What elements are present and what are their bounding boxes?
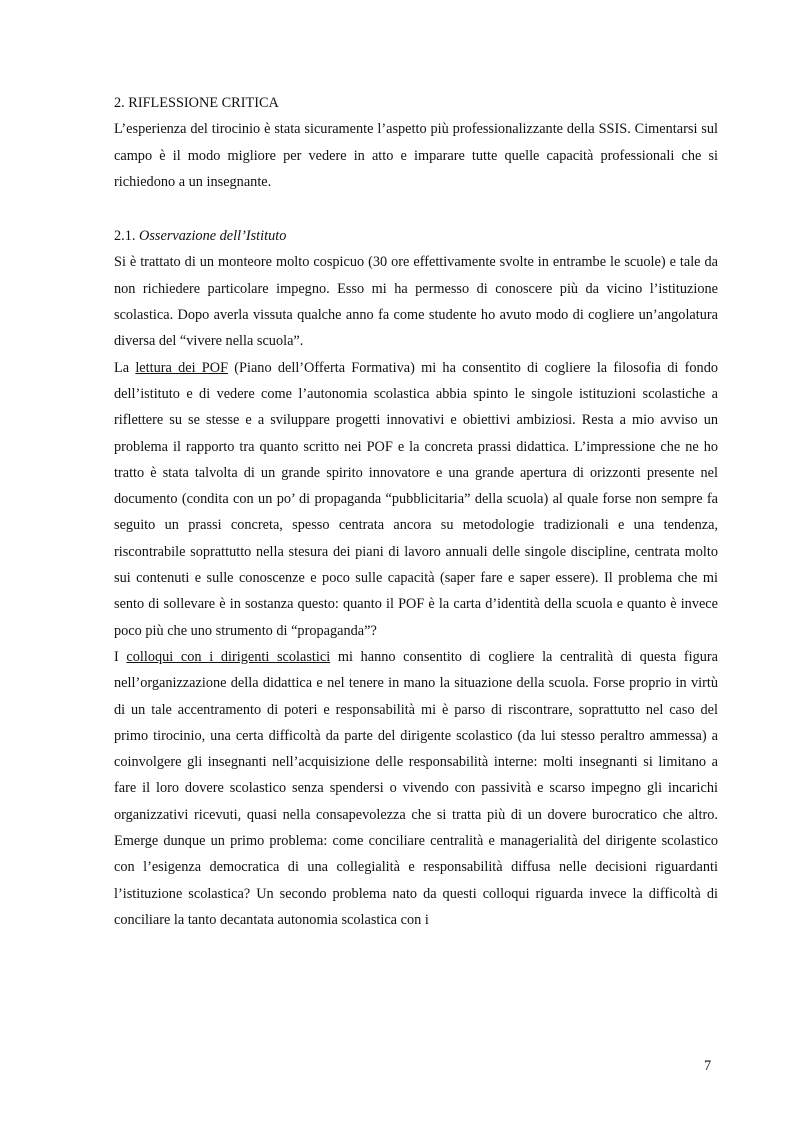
colloqui-body: mi hanno consentito di cogliere la centralità di questa figura nell’organizzazione della didattica e nel tenere in mano la situazione della scuola. Forse proprio in virtù di un tale accentramento di poteri e responsabilità mi è parso di riscontrare, soprattutto nel caso del primo tirocinio, una certa difficoltà da parte del dirigente scolastico (da lui stesso peraltro ammessa) a coinvolgere gli insegnanti nell’acquisizione delle responsabilità interne: molti insegnanti si limitano a fare il loro dovere scolastico senza spendersi o vivendo con passività e scarso impegno gli incarichi organizzativi ricevuti, quasi nella consapevolezza che si tratta più di un dovere burocratico che altro. Emerge dunque un primo problema: come conciliare centralità e managerialità del dirigente scolastico con l’esigenza democratica di una collegialità e responsabilità diffusa nelle decisioni riguardanti l’istituzione scolastica? Un secondo problema nato da questi colloqui riguarda invece la difficoltà di conciliare la tanto decantata autonomia scolastica con i	[114, 648, 718, 928]
pof-body: (Piano dell’Offerta Formativa) mi ha consentito di cogliere la filosofia di fondo dell’istituto e di vedere come l’autonomia scolastica abbia spinto le singole istituzioni scolastiche a riflettere su se stesse e a sviluppare progetti innovativi e obiettivi ambiziosi. Resta a mio avviso un problema il rapporto tra quanto scritto nei POF e la concreta prassi didattica. L’impressione che ne ho tratto è stata talvolta di un grande spirito innovatore e una grande apertura di orizzonti presente nel documento (condita con un po’ di propaganda “pubblicitaria” della scuola) al quale forse non sempre fa seguito un prassi concreta, spesso centrata ancora su metodologie tradizionali e una tendenza, riscontrabile soprattutto nella stesura dei piani di lavoro annuali delle singole discipline, centrata molto sui contenuti e sulle conoscenze e poco sulle capacità (saper fare e saper essere). Il problema che mi sento di sollevare è in sostanza questo: quanto il POF è la carta d’identità della scuola e quanto è invece poco più che uno strumento di “propaganda”?	[114, 359, 718, 639]
subsection-title: Osservazione dell’Istituto	[139, 228, 287, 245]
paragraph-pof	[114, 355, 718, 644]
paragraph-colloqui	[114, 644, 718, 933]
paragraph-monteore: Si è trattato di un monteore molto cospicuo (30 ore effettivamente svolte in entrambe le scuole) e tale da non richiedere particolare impegno. Esso mi ha permesso di conoscere più da vicino l’istituzione scolastica. Dopo averla vissuta qualche anno fa come studente ho avuto modo di cogliere un’angolatura diversa del “vivere nella scuola”.	[114, 254, 718, 350]
pof-lead: La	[114, 359, 136, 376]
colloqui-lead: I	[114, 648, 127, 665]
intro-paragraph: L’esperienza del tirocinio è stata sicuramente l’aspetto più professionalizzante della SSIS. Cimentarsi sul campo è il modo migliore per vedere in atto e imparare tutte quelle capacità professionali che si richiedono a un insegnante.	[114, 121, 718, 190]
page-body	[114, 90, 718, 933]
section-heading: 2. RIFLESSIONE CRITICA	[114, 95, 279, 111]
pof-underlined-term: lettura dei POF	[135, 359, 229, 376]
colloqui-underlined-term: colloqui con i dirigenti scolastici	[126, 648, 331, 665]
subsection-number: 2.1.	[114, 228, 140, 245]
subsection-heading	[114, 223, 718, 249]
page-number: 7	[704, 1058, 712, 1074]
